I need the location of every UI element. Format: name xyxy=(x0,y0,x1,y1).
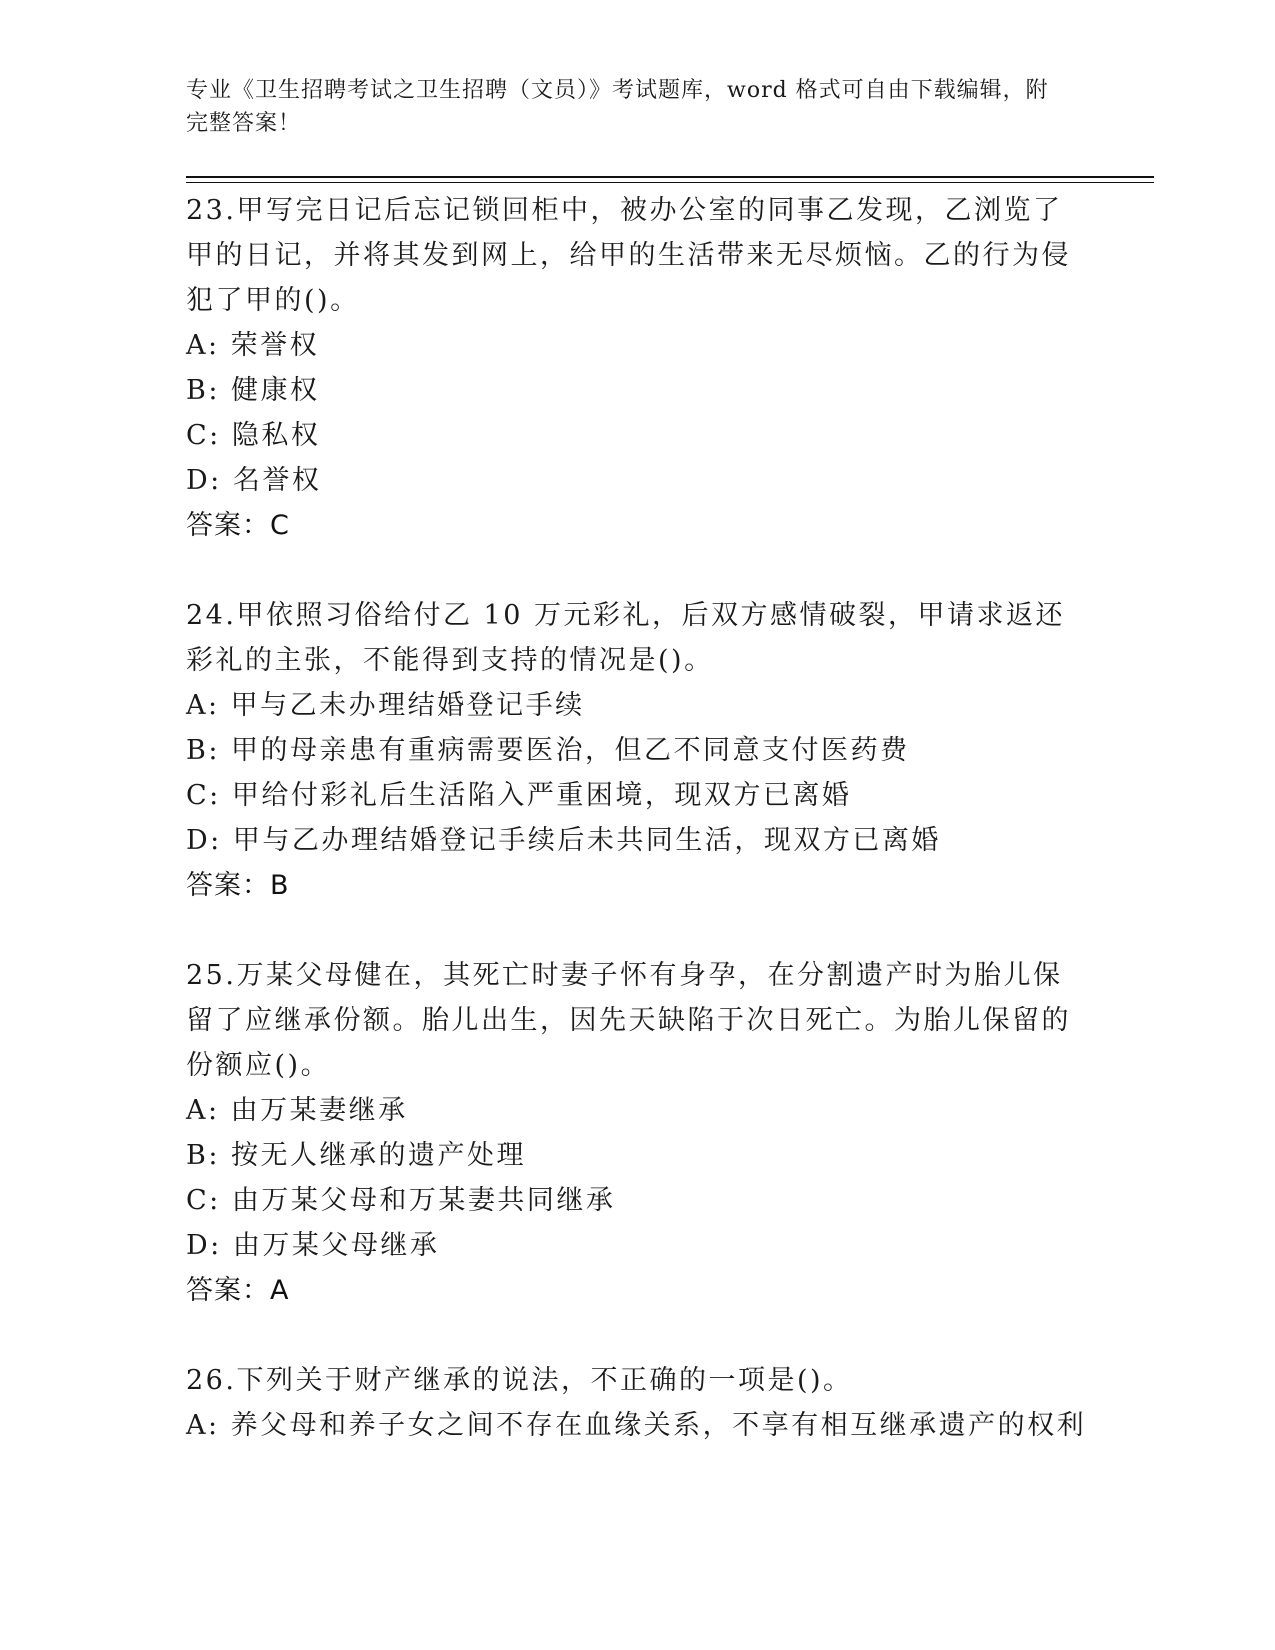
option-d: D: 名誉权 xyxy=(186,465,322,496)
option-b: B: 甲的母亲患有重病需要医治，但乙不同意支付医药费 xyxy=(186,735,910,766)
question-list xyxy=(186,188,1086,1493)
answer-label: 答案：B xyxy=(186,870,290,901)
option-c: C: 甲给付彩礼后生活陷入严重困境，现双方已离婚 xyxy=(186,780,852,811)
header-divider-thin xyxy=(186,182,1154,183)
answer-label: 答案：C xyxy=(186,510,290,541)
header-divider-thick xyxy=(186,176,1154,178)
question-25 xyxy=(186,953,1086,1313)
option-a: A: 荣誉权 xyxy=(186,330,320,361)
question-stem: 23.甲写完日记后忘记锁回柜中，被办公室的同事乙发现，乙浏览了甲的日记，并将其发到网上，给甲的生活带来无尽烦恼。乙的行为侵犯了甲的()。 xyxy=(186,195,1071,316)
question-stem: 24.甲依照习俗给付乙 10 万元彩礼，后双方感情破裂，甲请求返还彩礼的主张，不能得到支持的情况是()。 xyxy=(186,600,1065,676)
option-d: D: 甲与乙办理结婚登记手续后未共同生活，现双方已离婚 xyxy=(186,825,941,856)
document-header: 专业《卫生招聘考试之卫生招聘（文员）》考试题库，word 格式可自由下载编辑，附完整答案！ xyxy=(186,78,1049,136)
question-stem: 25.万某父母健在，其死亡时妻子怀有身孕，在分割遗产时为胎儿保留了应继承份额。胎儿出生，因先天缺陷于次日死亡。为胎儿保留的份额应()。 xyxy=(186,960,1071,1081)
option-c: C: 由万某父母和万某妻共同继承 xyxy=(186,1185,616,1216)
question-26 xyxy=(186,1358,1086,1448)
option-a: A: 养父母和养子女之间不存在血缘关系，不享有相互继承遗产的权利 xyxy=(186,1410,1087,1441)
option-a: A: 由万某妻继承 xyxy=(186,1095,408,1126)
question-stem: 26.下列关于财产继承的说法，不正确的一项是()。 xyxy=(186,1365,853,1396)
answer-label: 答案：A xyxy=(186,1275,290,1306)
question-23 xyxy=(186,188,1086,548)
option-b: B: 健康权 xyxy=(186,375,320,406)
option-c: C: 隐私权 xyxy=(186,420,321,451)
option-b: B: 按无人继承的遗产处理 xyxy=(186,1140,527,1171)
option-a: A: 甲与乙未办理结婚登记手续 xyxy=(186,690,585,721)
question-24 xyxy=(186,593,1086,908)
option-d: D: 由万某父母继承 xyxy=(186,1230,440,1261)
